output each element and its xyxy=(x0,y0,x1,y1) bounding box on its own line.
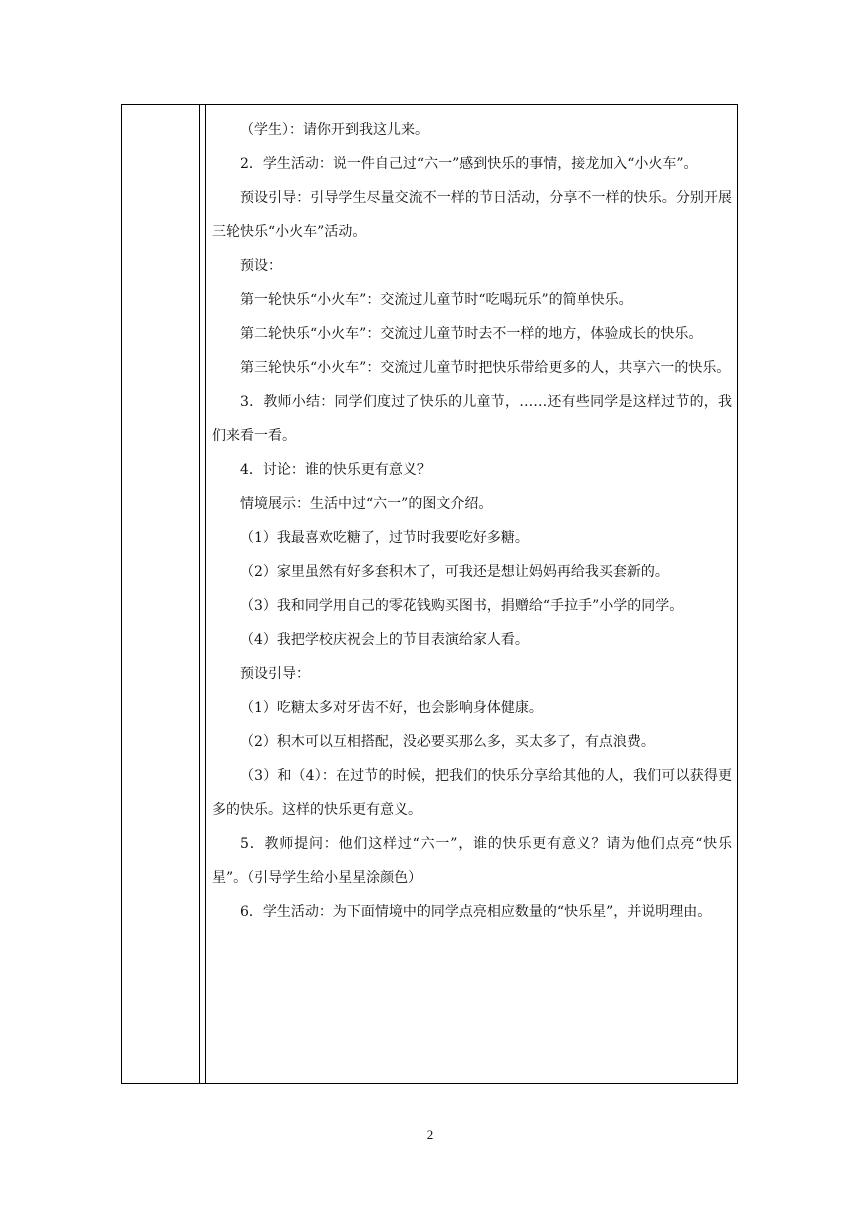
paragraph: 4．讨论：谁的快乐更有意义？ xyxy=(240,462,431,478)
paragraph: （1）吃糖太多对牙齿不好，也会影响身体健康。 xyxy=(240,700,543,716)
paragraph: （4）我把学校庆祝会上的节目表演给家人看。 xyxy=(240,632,529,648)
paragraph: 3．教师小结：同学们度过了快乐的儿童节，……还有些同学是这样过节的，我们来看一看。 xyxy=(212,394,732,444)
paragraph: 6．学生活动：为下面情境中的同学点亮相应数量的“快乐星”，并说明理由。 xyxy=(240,904,712,920)
paragraph: （3）我和同学用自己的零花钱购买图书，捐赠给“手拉手”小学的同学。 xyxy=(240,598,684,614)
table-column-middle xyxy=(202,105,206,1083)
paragraph: 第三轮快乐“小火车”：交流过儿童节时把快乐带给更多的人，共享六一的快乐。 xyxy=(240,360,731,376)
table-cell-content xyxy=(212,113,732,929)
paragraph: 5．教师提问：他们这样过“六一”，谁的快乐更有意义？请为他们点亮“快乐星”。（引导学生给小星星涂颜色） xyxy=(212,836,732,886)
paragraph: （2）积木可以互相搭配，没必要买那么多，买太多了，有点浪费。 xyxy=(240,734,655,750)
paragraph: 2．学生活动：说一件自己过“六一”感到快乐的事情，接龙加入“小火车”。 xyxy=(240,156,698,172)
paragraph: 预设引导：引导学生尽量交流不一样的节日活动，分享不一样的快乐。分别开展三轮快乐“小火车”活动。 xyxy=(212,190,732,240)
paragraph: 预设： xyxy=(240,258,282,274)
table-column-left xyxy=(122,105,200,1083)
paragraph: （2）家里虽然有好多套积木了，可我还是想让妈妈再给我买套新的。 xyxy=(240,564,669,580)
paragraph: 预设引导： xyxy=(240,666,310,682)
paragraph: （1）我最喜欢吃糖了，过节时我要吃好多糖。 xyxy=(240,530,529,546)
paragraph: 第二轮快乐“小火车”：交流过儿童节时去不一样的地方，体验成长的快乐。 xyxy=(240,326,703,342)
paragraph: （3）和（4）：在过节的时候，把我们的快乐分享给其他的人，我们可以获得更多的快乐。这样的快乐更有意义。 xyxy=(212,768,732,818)
paragraph: 情境展示：生活中过“六一”的图文介绍。 xyxy=(240,496,493,512)
paragraph: （学生）：请你开到我这儿来。 xyxy=(240,122,429,138)
page-number: 2 xyxy=(426,1127,434,1142)
lesson-table xyxy=(121,104,738,1084)
paragraph: 第一轮快乐“小火车”：交流过儿童节时“吃喝玩乐”的简单快乐。 xyxy=(240,292,633,308)
